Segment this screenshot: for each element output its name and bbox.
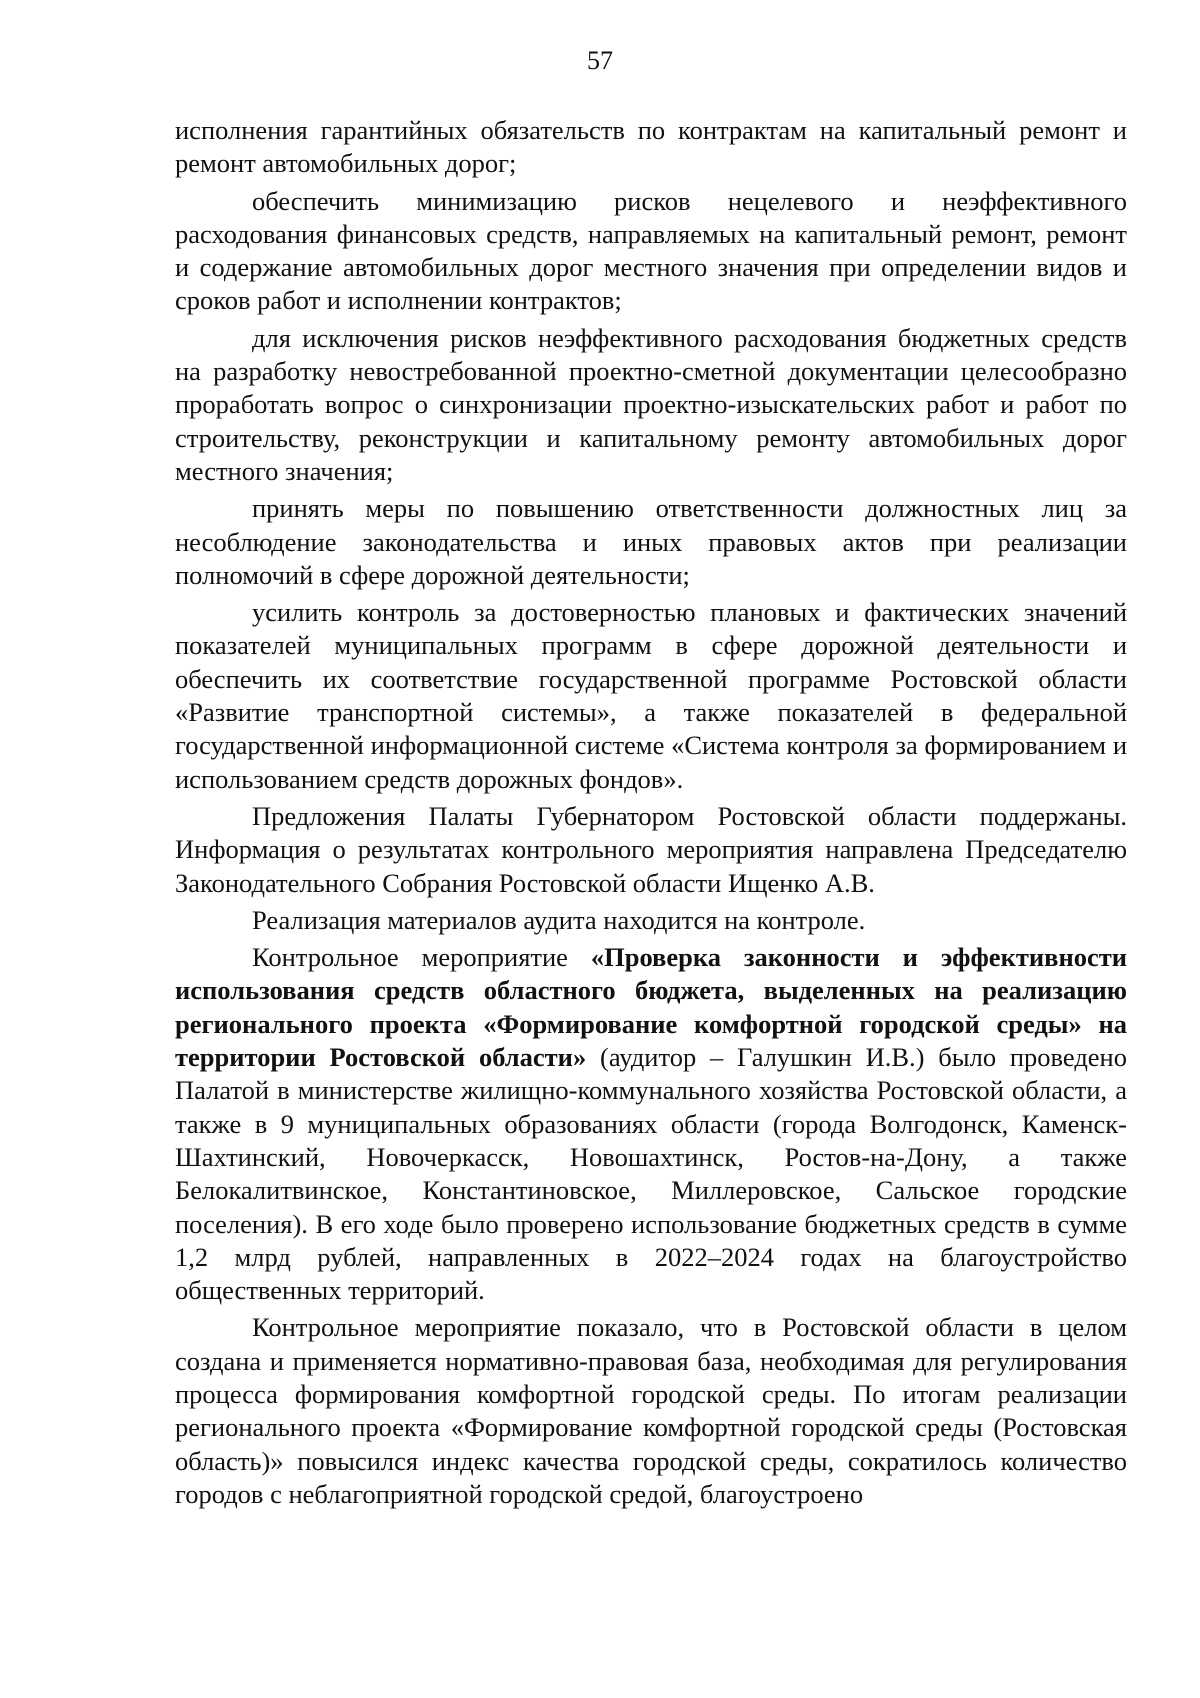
audit-title-bold: «Проверка законности и эффективности использования средств областного бюджета, выделенных на реализацию регионального проекта «Формирование комфортной городской среды» на территории Ростовской области» (175, 942, 1128, 1073)
paragraph-3: для исключения рисков неэффективного расходования бюджетных средств на разработку невостребованной проектно-сметной документации целесообразно проработать вопрос о синхронизации проектно-изыскательских работ и работ по строительству, реконструкции и капитальному ремонту автомобильных дорог местного значения; (175, 322, 1127, 486)
paragraph-9: Контрольное мероприятие показало, что в Ростовской области в целом создана и применяется нормативно-правовая база, необходимая для регулирования процесса формирования комфортной городской среды. По итогам реализации регионального проекта «Формирование комфортной городской среды (Ростовская область)» повысился индекс качества городской среды, сократилось количество городов с неблагоприятной городской средой, благоустроено (175, 1312, 1127, 1509)
paragraph-2: обеспечить минимизацию рисков нецелевого и неэффективного расходования финансовых средств, направляемых на капитальный ремонт, ремонт и содержание автомобильных дорог местного значения при определении видов и сроков работ и исполнении контрактов; (175, 185, 1127, 316)
paragraph-1: исполнения гарантийных обязательств по контрактам на капитальный ремонт и ремонт автомобильных дорог; (175, 115, 1127, 179)
paragraph-5: усилить контроль за достоверностью плановых и фактических значений показателей муниципальных программ в сфере дорожной деятельности и обеспечить их соответствие государственной программе Ростовской области «Развитие транспортной системы», а также показателей в федеральной государственной информационной системе «Система контроля за формированием и использованием средств дорожных фондов». (175, 597, 1127, 794)
paragraph-7: Реализация материалов аудита находится на контроле. (252, 904, 866, 935)
body-text (175, 114, 1127, 1515)
paragraph-8-lead: Контрольное мероприятие (252, 942, 591, 973)
paragraph-4: принять меры по повышению ответственности должностных лиц за несоблюдение законодательства и иных правовых актов при реализации полномочий в сфере дорожной деятельности; (175, 493, 1127, 590)
paragraph-6: Предложения Палаты Губернатором Ростовской области поддержаны. Информация о результатах контрольного мероприятия направлена Председателю Законодательного Собрания Ростовской области Ищенко А.В. (175, 800, 1127, 898)
paragraph-8 (175, 941, 1127, 1307)
paragraph-8-rest: (аудитор – Галушкин И.В.) было проведено Палатой в министерстве жилищно-коммунального хозяйства Ростовской области, а также в 9 муниципальных образованиях области (города Волгодонск, Каменск-Шахтинский, Новочеркасск, Новошахтинск, Ростов-на-Дону, а также Белокалитвинское, Константиновское, Миллеровское, Сальское городские поселения). В его ходе было проверено использование бюджетных средств в сумме 1,2 млрд рублей, направленных в 2022–2024 годах на благоустройство общественных территорий. (175, 1042, 1127, 1306)
page-number: 57 (587, 46, 613, 75)
